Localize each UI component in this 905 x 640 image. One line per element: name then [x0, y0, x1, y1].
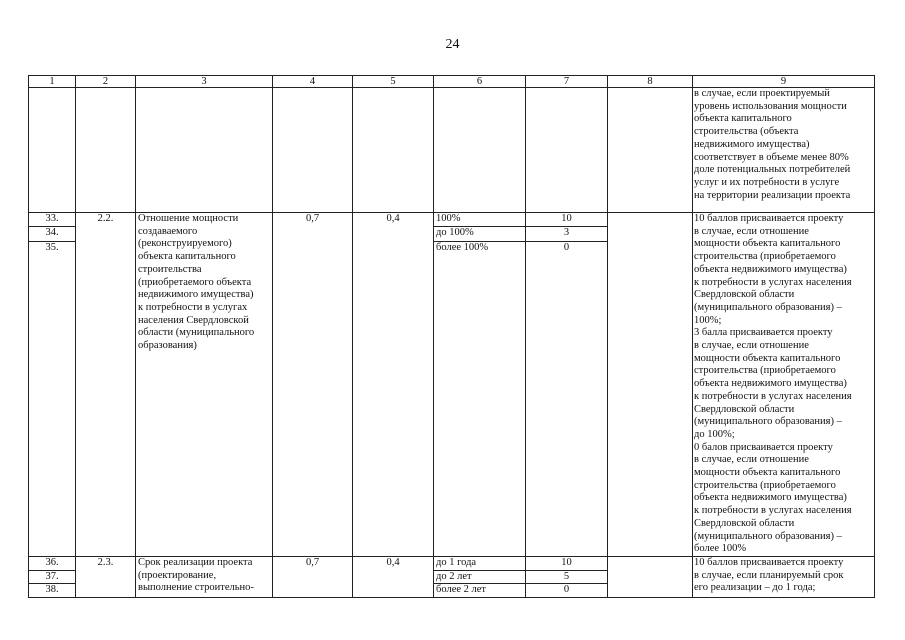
header-cell: 2: [76, 76, 136, 88]
score-cell: 5: [526, 570, 608, 584]
criterion-name: Отношение мощности создаваемого (реконструируемого) объекта капитального строительства (приобретаемого объекта недвижимого имущества) к потребности в услугах населения Свердловской области (муниципального образования): [136, 213, 273, 557]
table-row: [29, 213, 875, 227]
description-cell: 10 баллов присваивается проекту в случае, если отношение мощности объекта капитального строительства (приобретаемого объекта недвижимого имущества) к потребности в услугах населения Свердловской области (муниципального образования) – 100%; 3 балла присваивается проекту в случае, если отношение мощности объекта капитального строительства (приобретаемого объекта недвижимого имущества) к потребности в услугах населения Свердловской области (муниципального образования) – до 100%; 0 балов присваивается проекту в случае, если отношение мощности объекта капитального строительства (приобретаемого объекта недвижимого имущества) к потребности в услугах населения Свердловской области (муниципального образования) – более 100%: [693, 213, 875, 557]
header-cell: 4: [273, 76, 353, 88]
row-number: 36.: [29, 556, 76, 570]
criterion-value: до 1 года: [434, 556, 526, 570]
criterion-code: 2.3.: [76, 556, 136, 597]
score-cell: 0: [526, 584, 608, 598]
criterion-name: Срок реализации проекта (проектирование, выполнение строительно-: [136, 556, 273, 597]
criterion-value: 100%: [434, 213, 526, 227]
criterion-code: 2.2.: [76, 213, 136, 557]
header-row: [29, 76, 875, 88]
score-cell: 0: [526, 241, 608, 556]
score-cell: 3: [526, 227, 608, 242]
weight-cell: 0,4: [353, 213, 434, 557]
row-number: 38.: [29, 584, 76, 598]
row-number: 33.: [29, 213, 76, 227]
score-cell: 10: [526, 556, 608, 570]
row-number: 37.: [29, 570, 76, 584]
continuation-row: [29, 88, 875, 213]
row-number: 34.: [29, 227, 76, 242]
criterion-value: до 2 лет: [434, 570, 526, 584]
description-cell: 10 баллов присваивается проекту в случае, если планируемый срок его реализации – до 1 года;: [693, 556, 875, 597]
header-cell: 6: [434, 76, 526, 88]
criterion-value: до 100%: [434, 227, 526, 242]
header-cell: 8: [608, 76, 693, 88]
criterion-value: более 100%: [434, 241, 526, 556]
description-cell: в случае, если проектируемый уровень использования мощности объекта капитального строительства (объекта недвижимого имущества) соответствует в объеме менее 80% доле потенциальных потребителей услуг и их потребности в услуге на территории реализации проекта: [693, 88, 875, 213]
weight-cell: 0,7: [273, 213, 353, 557]
weight-cell: 0,7: [273, 556, 353, 597]
score-cell: 10: [526, 213, 608, 227]
criteria-table: [28, 75, 875, 598]
header-cell: 1: [29, 76, 76, 88]
header-cell: 3: [136, 76, 273, 88]
criterion-value: более 2 лет: [434, 584, 526, 598]
page-number: 24: [445, 37, 460, 52]
weight-cell: 0,4: [353, 556, 434, 597]
table-row: [29, 556, 875, 570]
row-number: 35.: [29, 241, 76, 556]
header-cell: 9: [693, 76, 875, 88]
header-cell: 5: [353, 76, 434, 88]
header-cell: 7: [526, 76, 608, 88]
